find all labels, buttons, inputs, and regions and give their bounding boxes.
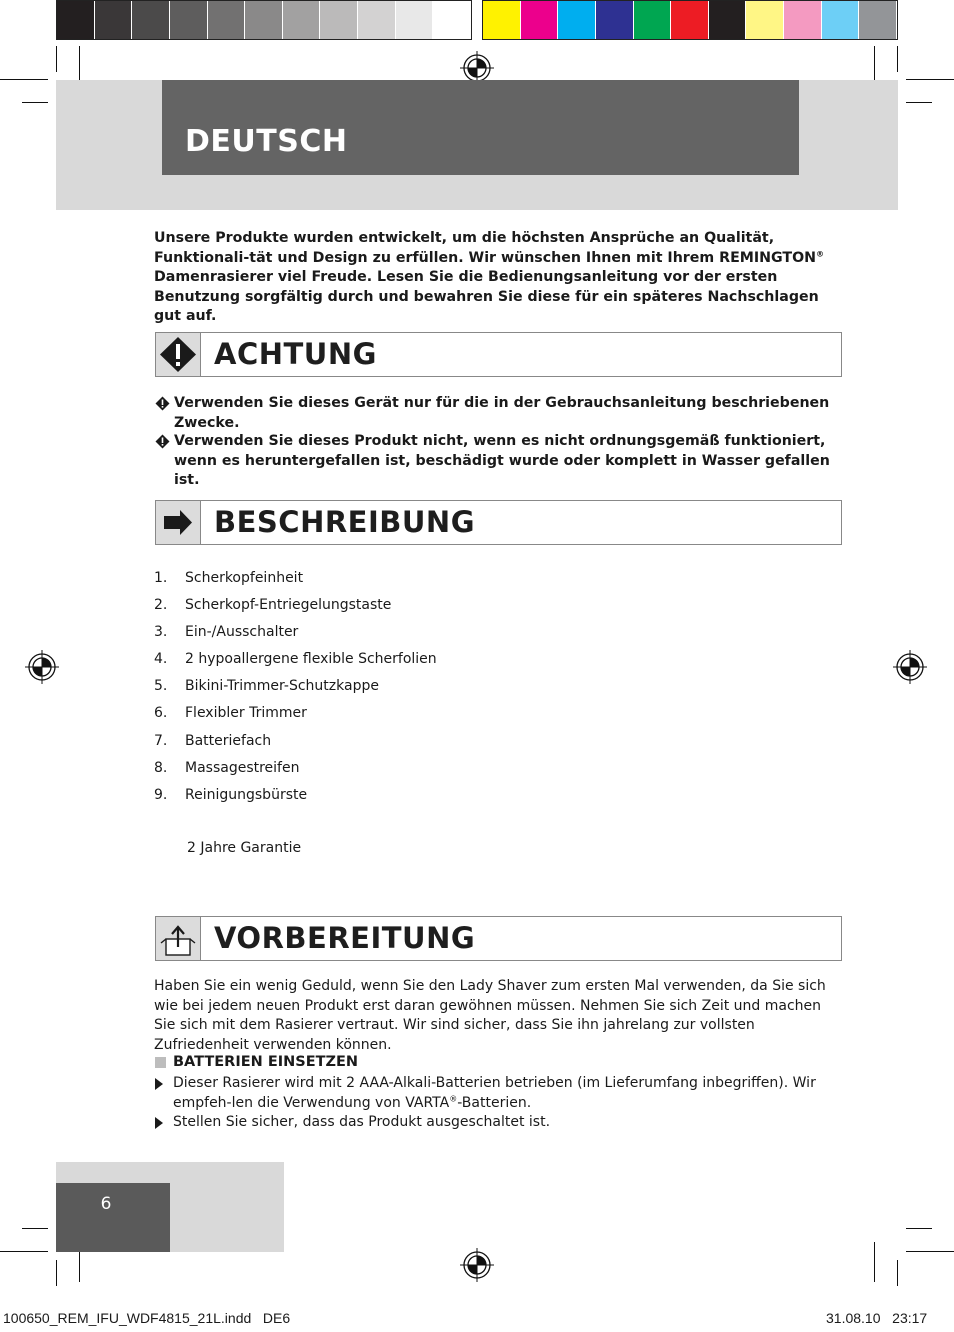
color-swatch [521, 1, 559, 39]
list-number: 3. [154, 624, 168, 640]
warning-item [155, 432, 845, 491]
color-swatch [634, 1, 672, 39]
list-text: Massagestreifen [185, 760, 300, 776]
list-item [154, 787, 307, 803]
color-swatch [170, 1, 208, 39]
triangle-bullet-icon [155, 1078, 163, 1090]
list-item [154, 705, 307, 721]
color-swatch [671, 1, 709, 39]
list-item [154, 597, 391, 613]
bullet-text-part: -Batterien. [457, 1094, 532, 1111]
section-title: BESCHREIBUNG [214, 505, 476, 539]
intro-text-2: Damenrasierer viel Freude. Lesen Sie die Bedienungsanleitung vor der ersten Benutzung sorgfältig durch und bewahren Sie diese für ein späteres Nachschlagen gut auf. [154, 269, 819, 324]
warning-text: Verwenden Sie dieses Produkt nicht, wenn es nicht ordnungsgemäß funktioniert, wenn es heruntergefallen ist, beschädigt wurde oder komplett in Wasser gefallen ist. [174, 433, 830, 488]
color-swatch [320, 1, 358, 39]
warning-diamond-icon [155, 396, 170, 411]
list-number: 4. [154, 651, 168, 667]
page-title: DEUTSCH [185, 124, 348, 159]
list-text: 2 hypoallergene flexible Scherfolien [185, 651, 437, 667]
registration-mark-icon [25, 650, 59, 684]
color-swatch [822, 1, 860, 39]
color-swatch [57, 1, 95, 39]
section-title: ACHTUNG [214, 337, 377, 371]
list-text: Reinigungsbürste [185, 787, 308, 803]
list-number: 5. [154, 678, 168, 694]
page-number: 6 [100, 1194, 112, 1214]
intro-paragraph [154, 229, 844, 327]
color-swatch [558, 1, 596, 39]
color-swatch [208, 1, 246, 39]
crop-mark [56, 1260, 57, 1286]
warning-diamond-icon [155, 434, 170, 449]
file-slug: 100650_REM_IFU_WDF4815_21L.indd DE6 [3, 1310, 291, 1326]
section-header-beschreibung [155, 500, 842, 545]
bullet-text: Stellen Sie sicher, dass das Produkt ausgeschaltet ist. [173, 1114, 551, 1130]
list-text: Batteriefach [185, 733, 272, 749]
list-item [154, 651, 437, 667]
date-slug: 31.08.10 23:17 [826, 1310, 928, 1326]
color-swatch [132, 1, 170, 39]
list-text: Bikini-Trimmer-Schutzkappe [185, 678, 379, 694]
color-swatch [596, 1, 634, 39]
crop-mark [22, 1228, 48, 1229]
crop-mark [0, 79, 48, 80]
crop-mark [22, 102, 48, 103]
crop-mark [874, 1242, 875, 1282]
crop-mark [0, 1251, 48, 1252]
list-text: Ein-/Ausschalter [185, 624, 299, 640]
list-item [154, 570, 303, 586]
section-header-achtung [155, 332, 842, 377]
color-swatch [709, 1, 747, 39]
crop-mark [906, 79, 954, 80]
crop-mark [906, 102, 932, 103]
registered-mark: ® [816, 248, 825, 258]
list-number: 7. [154, 733, 168, 749]
list-text: Scherkopf-Entriegelungstaste [185, 597, 392, 613]
color-swatch [433, 1, 471, 39]
bullet-text-part: Dieser Rasierer wird mit 2 AAA-Alkali-Batterien betrieben (im Lieferumfang inbegriffen). Wir empfeh-len die Verwendung von VARTA [173, 1075, 816, 1111]
list-number: 2. [154, 597, 168, 613]
list-item [154, 678, 379, 694]
crop-mark [906, 1228, 932, 1229]
guarantee-text: 2 Jahre Garantie [187, 840, 302, 856]
color-swatch [859, 1, 897, 39]
list-number: 9. [154, 787, 168, 803]
list-item [154, 760, 299, 776]
color-swatch [483, 1, 521, 39]
bullet-item [155, 1113, 845, 1133]
registration-mark-icon [893, 650, 927, 684]
list-number: 8. [154, 760, 168, 776]
square-bullet-icon [155, 1057, 166, 1068]
color-swatch [245, 1, 283, 39]
exclamation-diamond-icon [156, 333, 201, 376]
crop-mark [56, 46, 57, 72]
list-number: 6. [154, 705, 168, 721]
bullet-text [173, 1074, 845, 1113]
list-item [154, 624, 298, 640]
bullet-item [155, 1074, 845, 1113]
arrow-right-icon [156, 501, 201, 544]
warning-item [155, 394, 845, 433]
box-arrow-up-icon [156, 917, 201, 960]
list-text: Flexibler Trimmer [185, 705, 307, 721]
color-swatch [784, 1, 822, 39]
triangle-bullet-icon [155, 1117, 163, 1129]
subheading: BATTERIEN EINSETZEN [173, 1054, 359, 1070]
registration-mark-icon [460, 1248, 494, 1282]
color-swatch [95, 1, 133, 39]
prep-paragraph: Haben Sie ein wenig Geduld, wenn Sie den Lady Shaver zum ersten Mal verwenden, da Sie sich wie bei jedem neuen Produkt erst daran gewöhnen müssen. Nehmen Sie sich Zeit und machen Sie sich mit dem Rasierer vertraut. Wir sind sicher, dass Sie ihn jahrelang zur vollsten Zufriedenheit verwenden können. [154, 978, 826, 1053]
crop-mark [897, 1260, 898, 1286]
color-swatch [746, 1, 784, 39]
color-swatch [283, 1, 321, 39]
color-swatch [396, 1, 434, 39]
registered-mark: ® [449, 1093, 458, 1103]
grayscale-calibration-bar [56, 0, 472, 40]
color-calibration-bar [482, 0, 898, 40]
section-title: VORBEREITUNG [214, 921, 476, 955]
list-text: Scherkopfeinheit [185, 570, 304, 586]
crop-mark [897, 46, 898, 72]
list-number: 1. [154, 570, 168, 586]
section-header-vorbereitung [155, 916, 842, 961]
list-item [154, 733, 271, 749]
color-swatch [358, 1, 396, 39]
intro-text-1: Unsere Produkte wurden entwickelt, um die höchsten Ansprüche an Qualität, Funktionali-tät und Design zu erfüllen. Wir wünschen Ihnen mit Ihrem REMINGTON [154, 230, 817, 266]
warning-text: Verwenden Sie dieses Gerät nur für die in der Gebrauchsanleitung beschriebenen Zwecke. [174, 395, 830, 431]
crop-mark [906, 1251, 954, 1252]
